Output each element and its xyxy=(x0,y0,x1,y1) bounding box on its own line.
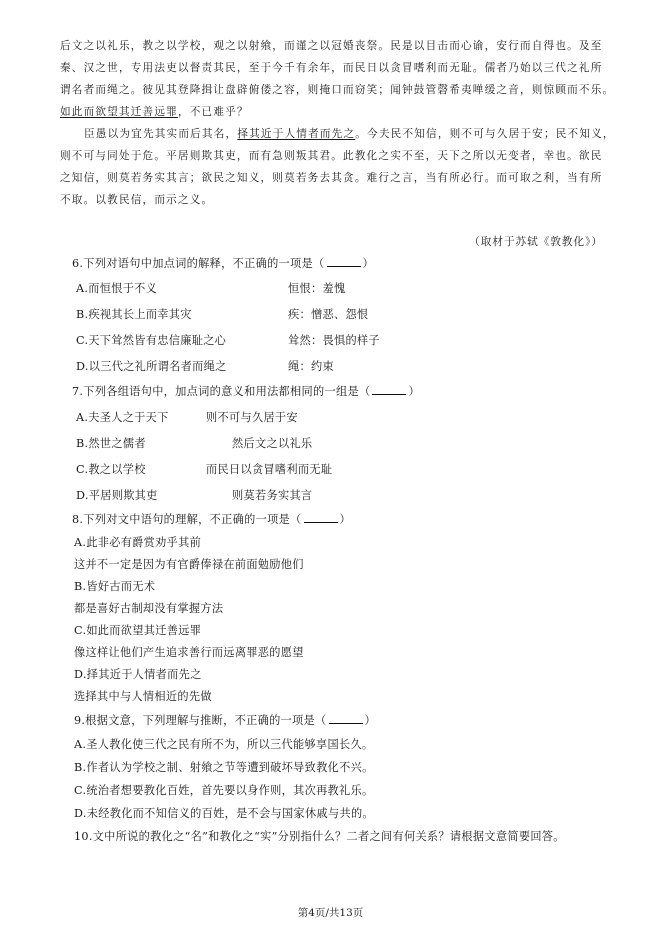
q8-translation-c: 像这样让他们产生追求善行而远离罪恶的愿望 xyxy=(74,646,304,659)
q7-option-d: D.平居则欺其吏 xyxy=(76,489,158,502)
q7-pair-d: 则莫若务实其言 xyxy=(232,489,313,502)
passage-line: 如此而欲望其迁善远罪，不已难乎？ xyxy=(60,106,249,118)
q7-option-b: B.然世之儒者 xyxy=(76,437,146,450)
passage-line: 不取。以教民信，而示之义。 xyxy=(60,194,214,206)
q8-option-d: D.择其近于人情者而先之 xyxy=(74,668,202,681)
q6-option-c: C.天下耸然皆有忠信廉耻之心 xyxy=(76,334,227,347)
passage-line: 之知信，则莫若务实其言；欲民之知义，则莫若务去其贪。难行之言，当有所必行。而可取之利，当有所 xyxy=(60,172,603,184)
q9-option-a: A.圣人教化使三代之民有所不为，所以三代能够享国长久。 xyxy=(74,738,374,751)
q9-option-c: C.统治者想要教化百姓，首先要以身作则，其次再教礼乐。 xyxy=(74,784,374,797)
underlined-sentence: 如此而欲望其迁善远罪 xyxy=(60,106,178,118)
q8-option-b: B.皆好古而无术 xyxy=(74,580,156,593)
passage-line: 后文之以礼乐，教之以学校，观之以射飨，而谨之以冠婚丧祭。民是以目击而心谕，安行而自得也。及至 xyxy=(60,40,603,52)
passage-line: 则不可与同处于危。平居则欺其吏，而有急则叛其君。此教化之实不至，天下之所以无变者，幸也。欲民 xyxy=(60,150,603,162)
q9-option-d: D.未经教化而不知信义的百姓，是不会与国家休戚与共的。 xyxy=(74,807,374,820)
question-10-stem: 10.文中所说的教化之“名”和教化之“实”分别指什么？二者之间有何关系？请根据文意简要回答。 xyxy=(74,830,565,843)
q6-gloss-a: 恒恨：羞愧 xyxy=(288,282,346,295)
source-citation: （取材于苏轼《敦教化》） xyxy=(469,236,603,248)
answer-blank[interactable] xyxy=(304,512,338,523)
answer-blank[interactable] xyxy=(329,713,363,724)
question-6-stem: 6.下列对语句中加点词的解释，不正确的一项是（ ） xyxy=(72,257,375,270)
underlined-sentence: 择其近于人情者而先之 xyxy=(237,128,356,140)
passage-line: 秦、汉之世，专用法吏以督责其民，至于今千有余年，而民日以贪冒嗜利而无耻。儒者乃始以三代之礼所 xyxy=(60,62,603,74)
q7-pair-c: 而民日以贪冒嗜利而无耻 xyxy=(206,463,333,476)
q6-gloss-b: 疾：憎恶、怨恨 xyxy=(288,308,369,321)
question-9-stem: 9.根据文意，下列理解与推断，不正确的一项是（ ） xyxy=(74,714,377,727)
q8-option-c: C.如此而欲望其迁善远罪 xyxy=(74,624,202,637)
q7-option-a: A.夫圣人之于天下 xyxy=(76,411,169,424)
q7-pair-a: 则不可与久居于安 xyxy=(206,411,298,424)
q6-option-b: B.疾视其长上而幸其灾 xyxy=(76,308,192,321)
q8-translation-b: 都是喜好古制却没有掌握方法 xyxy=(74,602,224,615)
answer-blank[interactable] xyxy=(327,256,361,267)
passage-line: 臣愚以为宜先其实而后其名，择其近于人情者而先之。今夫民不知信，则不可与久居于安；民不知义， xyxy=(84,128,615,140)
question-7-stem: 7.下列各组语句中，加点词的意义和用法都相同的一组是（ ） xyxy=(72,385,420,398)
page-number: 第4页/共13页 xyxy=(297,907,364,919)
q8-translation-a: 这并不一定是因为有官爵俸禄在前面勉励他们 xyxy=(74,558,304,571)
q6-gloss-c: 耸然：畏惧的样子 xyxy=(288,334,380,347)
q9-option-b: B.作者认为学校之制、射飨之节等遭到破坏导致教化不兴。 xyxy=(74,761,374,774)
q6-option-a: A.而恒恨于不义 xyxy=(76,282,158,295)
answer-blank[interactable] xyxy=(372,384,406,395)
q7-option-c: C.教之以学校 xyxy=(76,463,146,476)
q6-gloss-d: 绳：约束 xyxy=(288,360,334,373)
question-8-stem: 8.下列对文中语句的理解，不正确的一项是（ ） xyxy=(72,513,352,526)
passage-line: 谓名者而绳之。彼见其登降揖让盘辟俯偻之容，则掩口而窃笑；闻钟鼓管磬希夷啴缓之音，则惊顾而不乐。 xyxy=(60,84,615,96)
q6-option-d: D.以三代之礼所谓名者而绳之 xyxy=(76,360,227,373)
q8-option-a: A.此非必有爵赏劝乎其前 xyxy=(74,536,202,549)
q8-translation-d: 选择其中与人情相近的先做 xyxy=(74,690,212,703)
q7-pair-b: 然后文之以礼乐 xyxy=(232,437,313,450)
